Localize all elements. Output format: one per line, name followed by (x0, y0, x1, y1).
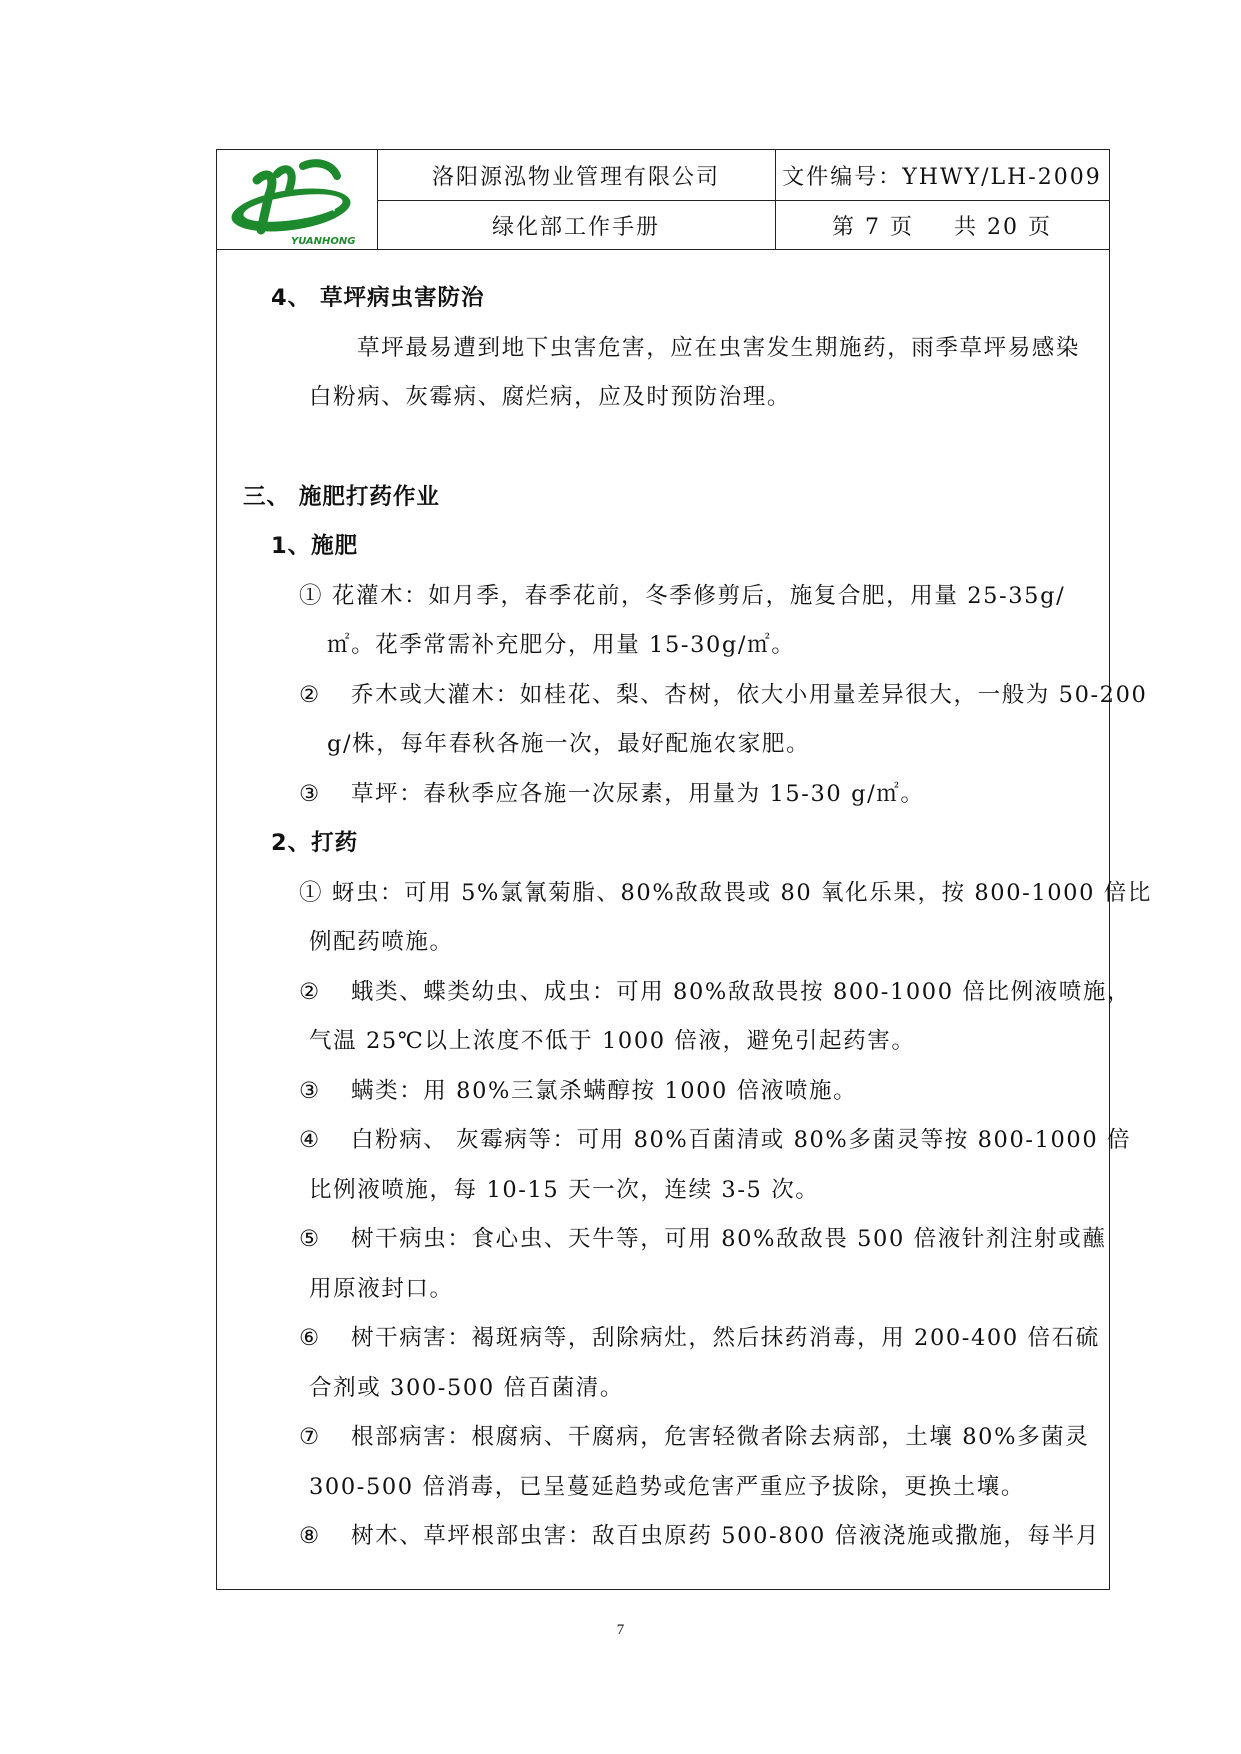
list-marker: ⑦ (299, 1424, 321, 1450)
list-item (299, 1518, 1100, 1550)
logo-subtext: YUANHONG (291, 236, 356, 247)
list-item-text: 树干病虫：食心虫、天牛等，可用 80%敌敌畏 500 倍液针剂注射或蘸 (351, 1226, 1107, 1252)
list-marker: ⑧ (299, 1523, 321, 1549)
section-heading: 4、 草坪病虫害防治 (271, 285, 485, 311)
list-item-line: 用原液封口。 (309, 1276, 454, 1302)
list-item (299, 776, 924, 808)
company-name: 洛阳源泓物业管理有限公司 (431, 164, 720, 190)
logo-text: 源泓 (307, 198, 335, 214)
page-info (775, 200, 1109, 250)
list-item-text: 乔木或大灌木：如桂花、梨、杏树，依大小用量差异很大，一般为 50-200 (351, 682, 1148, 708)
paragraph-line: 白粉病、灰霉病、腐烂病，应及时预防治理。 (309, 384, 792, 410)
page-total: 共 20 页 (954, 214, 1052, 240)
page-current: 第 7 页 (832, 214, 914, 240)
subsection-heading: 2、打药 (271, 830, 359, 856)
list-marker: ③ (299, 781, 321, 807)
paragraph-line: 草坪最易遭到地下虫害危害，应在虫害发生期施药，雨季草坪易感染 (357, 335, 1081, 361)
list-item (299, 1221, 1106, 1253)
list-item-line: ① 蚜虫：可用 5%氯氰菊脂、80%敌敌畏或 80 氧化乐果，按 800-1000 倍比 (299, 880, 1152, 906)
document-header (217, 150, 1109, 250)
list-item-text: 根部病害：根腐病、干腐病，危害轻微者除去病部，土壤 80%多菌灵 (351, 1424, 1090, 1450)
list-item-line: g/株，每年春秋各施一次，最好配施农家肥。 (327, 731, 811, 757)
list-item (299, 1419, 1089, 1451)
list-item-line: 例配药喷施。 (309, 929, 454, 955)
list-item (299, 1320, 1100, 1352)
list-item (299, 1073, 857, 1105)
list-item-line: 比例液喷施，每 10-15 天一次，连续 3-5 次。 (309, 1177, 820, 1203)
list-item-text: 草坪：春秋季应各施一次尿素，用量为 15-30 g/㎡。 (351, 781, 925, 807)
list-item-line: ㎡。花季常需补充肥分，用量 15-30g/㎡。 (327, 632, 796, 658)
document-body (217, 250, 1152, 1590)
list-item-text: 树木、草坪根部虫害：敌百虫原药 500-800 倍液浇施或撒施，每半月 (351, 1523, 1100, 1549)
list-item-line: 300-500 倍消毒，已呈蔓延趋势或危害严重应予拔除，更换土壤。 (309, 1474, 1025, 1500)
manual-title: 绿化部工作手册 (491, 214, 660, 240)
list-item-line: ① 花灌木：如月季，春季花前，冬季修剪后，施复合肥，用量 25-35g/ (299, 583, 1066, 609)
list-item-text: 白粉病、 灰霉病等：可用 80%百菌清或 80%多菌灵等按 800-1000 倍 (351, 1127, 1132, 1153)
document-frame (216, 149, 1152, 1590)
list-marker: ② (299, 979, 321, 1005)
list-item (299, 974, 1131, 1006)
company-logo (217, 150, 377, 250)
list-marker: ④ (299, 1127, 321, 1153)
list-item-text: 蛾类、蝶类幼虫、成虫：可用 80%敌敌畏按 800-1000 倍比例液喷施， (351, 979, 1132, 1005)
logo-graphic (217, 150, 377, 250)
list-item-line: 合剂或 300-500 倍百菌清。 (309, 1375, 624, 1401)
list-item-text: 树干病害：褐斑病等，刮除病灶，然后抹药消毒，用 200-400 倍石硫 (351, 1325, 1100, 1351)
document-number: 文件编号：YHWY/LH-2009 (782, 164, 1102, 190)
subsection-heading: 1、施肥 (271, 533, 359, 559)
list-marker: ⑤ (299, 1226, 321, 1252)
list-item (299, 677, 1147, 709)
list-marker: ⑥ (299, 1325, 321, 1351)
list-item-text: 螨类：用 80%三氯杀螨醇按 1000 倍液喷施。 (351, 1078, 858, 1104)
page-footer-number: 7 (616, 1622, 625, 1638)
list-marker: ③ (299, 1078, 321, 1104)
list-item-line: 气温 25℃以上浓度不低于 1000 倍液，避免引起药害。 (309, 1028, 916, 1054)
list-marker: ② (299, 682, 321, 708)
list-item (299, 1122, 1131, 1154)
chapter-heading: 三、 施肥打药作业 (243, 484, 440, 510)
